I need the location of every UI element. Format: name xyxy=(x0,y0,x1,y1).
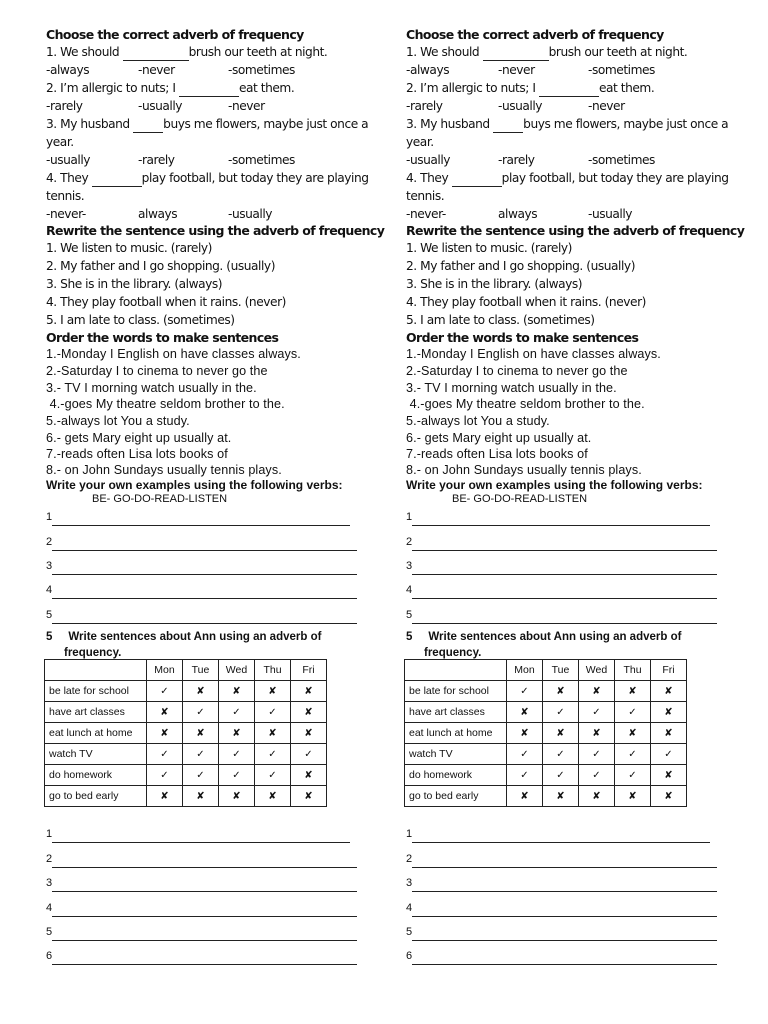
order-item: 3.- TV I morning watch usually in the. xyxy=(406,381,617,395)
section5-heading-continued: frequency. xyxy=(64,647,122,659)
writing-blank[interactable] xyxy=(412,953,717,965)
order-item: 2.-Saturday I to cinema to never go the xyxy=(406,364,628,378)
line-number: 2 xyxy=(46,853,53,865)
order-item: 7.-reads often Lisa lots books of xyxy=(46,447,228,461)
rewrite-item: 5. I am late to class. (sometimes) xyxy=(406,313,595,327)
check-icon: ✓ xyxy=(615,744,651,765)
line-number: 1 xyxy=(46,511,53,523)
day-header: Fri xyxy=(291,660,327,681)
writing-line xyxy=(46,534,357,551)
writing-blank[interactable] xyxy=(412,539,717,551)
cross-icon: ✘ xyxy=(291,786,327,807)
question-line xyxy=(406,44,687,61)
order-item: 3.- TV I morning watch usually in the. xyxy=(46,381,257,395)
check-icon: ✓ xyxy=(615,765,651,786)
cross-icon: ✘ xyxy=(507,786,543,807)
section3-heading: Order the words to make sentences xyxy=(46,330,279,345)
check-icon: ✓ xyxy=(255,702,291,723)
adverb-option: -never xyxy=(228,99,265,113)
writing-line xyxy=(46,900,357,917)
question-text: play football, but today they are playing xyxy=(501,171,729,185)
adverb-option: -usually xyxy=(228,207,273,221)
writing-line xyxy=(46,826,350,843)
answer-blank[interactable] xyxy=(133,121,163,133)
writing-line xyxy=(406,558,717,575)
activity-cell: have art classes xyxy=(405,702,507,723)
adverb-option: -never xyxy=(498,63,535,77)
writing-blank[interactable] xyxy=(412,563,717,575)
line-number: 1 xyxy=(406,828,413,840)
writing-line xyxy=(46,948,357,965)
day-header: Mon xyxy=(507,660,543,681)
line-number: 3 xyxy=(46,877,53,889)
writing-line xyxy=(406,900,717,917)
check-icon: ✓ xyxy=(219,765,255,786)
options-row xyxy=(46,98,346,115)
cross-icon: ✘ xyxy=(543,786,579,807)
check-icon: ✓ xyxy=(543,702,579,723)
cross-icon: ✘ xyxy=(615,681,651,702)
writing-blank[interactable] xyxy=(52,856,357,868)
cross-icon: ✘ xyxy=(255,723,291,744)
adverb-option: -never xyxy=(138,63,175,77)
cross-icon: ✘ xyxy=(219,723,255,744)
adverb-option: -rarely xyxy=(498,153,535,167)
question-line xyxy=(46,44,327,61)
options-row xyxy=(406,152,706,169)
question-text: 4. They xyxy=(406,171,452,185)
question-text: 1. We should xyxy=(406,45,483,59)
options-row xyxy=(406,206,706,223)
day-header: Thu xyxy=(615,660,651,681)
check-icon: ✓ xyxy=(255,765,291,786)
writing-line xyxy=(46,875,357,892)
activity-cell: be late for school xyxy=(45,681,147,702)
check-icon: ✓ xyxy=(543,765,579,786)
adverb-option: -sometimes xyxy=(228,63,295,77)
line-number: 5 xyxy=(46,926,53,938)
order-item: 1.-Monday I English on have classes always. xyxy=(46,347,301,361)
check-icon: ✓ xyxy=(147,744,183,765)
writing-blank[interactable] xyxy=(412,831,710,843)
cross-icon: ✘ xyxy=(615,786,651,807)
activity-cell: go to bed early xyxy=(405,786,507,807)
cross-icon: ✘ xyxy=(291,723,327,744)
cross-icon: ✘ xyxy=(255,786,291,807)
writing-line xyxy=(46,607,357,624)
header-corner-cell xyxy=(45,660,147,681)
check-icon: ✓ xyxy=(615,702,651,723)
table-header-row xyxy=(405,660,687,681)
section5-heading xyxy=(46,629,321,646)
heading-text: Write sentences about Ann using an adverb of xyxy=(428,631,682,643)
day-header: Thu xyxy=(255,660,291,681)
table-row xyxy=(405,744,687,765)
question-line xyxy=(406,116,728,133)
line-number: 2 xyxy=(46,536,53,548)
check-icon: ✓ xyxy=(255,744,291,765)
line-number: 3 xyxy=(406,877,413,889)
answer-blank[interactable] xyxy=(483,49,549,61)
question-text: brush our teeth at night. xyxy=(548,45,688,59)
rewrite-item: 2. My father and I go shopping. (usually) xyxy=(46,259,275,273)
order-item: 8.- on John Sundays usually tennis plays. xyxy=(46,463,282,477)
line-number: 2 xyxy=(406,853,413,865)
cross-icon: ✘ xyxy=(651,681,687,702)
adverb-option: always xyxy=(498,207,538,221)
header-corner-cell xyxy=(405,660,507,681)
table-row xyxy=(405,681,687,702)
cross-icon: ✘ xyxy=(579,723,615,744)
adverb-option: -rarely xyxy=(46,99,83,113)
check-icon: ✓ xyxy=(219,744,255,765)
adverb-option: -never- xyxy=(406,207,446,221)
writing-blank[interactable] xyxy=(52,563,357,575)
activity-cell: watch TV xyxy=(45,744,147,765)
verbs-list: BE- GO-DO-READ-LISTEN xyxy=(452,493,588,505)
writing-blank[interactable] xyxy=(52,929,357,941)
verbs-list: BE- GO-DO-READ-LISTEN xyxy=(92,493,228,505)
line-number: 5 xyxy=(406,926,413,938)
adverb-option: -rarely xyxy=(138,153,175,167)
cross-icon: ✘ xyxy=(183,723,219,744)
section4-heading: Write your own examples using the following verbs: xyxy=(406,478,703,492)
activity-cell: watch TV xyxy=(405,744,507,765)
question-line xyxy=(46,170,369,187)
schedule-table xyxy=(404,659,687,807)
cross-icon: ✘ xyxy=(579,786,615,807)
section4-heading: Write your own examples using the following verbs: xyxy=(46,478,343,492)
cross-icon: ✘ xyxy=(183,681,219,702)
cross-icon: ✘ xyxy=(255,681,291,702)
writing-line xyxy=(406,826,710,843)
adverb-option: -usually xyxy=(498,99,543,113)
day-header: Fri xyxy=(651,660,687,681)
writing-line xyxy=(406,509,710,526)
check-icon: ✓ xyxy=(579,765,615,786)
answer-blank[interactable] xyxy=(452,175,502,187)
check-icon: ✓ xyxy=(183,765,219,786)
day-header: Wed xyxy=(579,660,615,681)
section1-heading: Choose the correct adverb of frequency xyxy=(406,27,664,42)
writing-line xyxy=(46,924,357,941)
question-text: 2. I’m allergic to nuts; I xyxy=(406,81,539,95)
section5-heading-continued: frequency. xyxy=(424,647,482,659)
check-icon: ✓ xyxy=(507,765,543,786)
cross-icon: ✘ xyxy=(291,765,327,786)
section-number: 5 xyxy=(46,631,53,643)
writing-line xyxy=(406,851,717,868)
options-row xyxy=(406,98,706,115)
adverb-option: -sometimes xyxy=(228,153,295,167)
adverb-option: -usually xyxy=(406,153,451,167)
writing-line xyxy=(406,534,717,551)
question-line xyxy=(406,170,729,187)
cross-icon: ✘ xyxy=(291,681,327,702)
question-text: buys me flowers, maybe just once a xyxy=(523,117,729,131)
order-item: 4.-goes My theatre seldom brother to the. xyxy=(406,397,645,411)
activity-cell: be late for school xyxy=(405,681,507,702)
adverb-option: -never xyxy=(588,99,625,113)
cross-icon: ✘ xyxy=(507,723,543,744)
options-row xyxy=(46,62,346,79)
adverb-option: -rarely xyxy=(406,99,443,113)
question-line xyxy=(46,116,368,133)
order-item: 6.- gets Mary eight up usually at. xyxy=(406,431,592,445)
question-text: 3. My husband xyxy=(406,117,494,131)
answer-blank[interactable] xyxy=(123,49,189,61)
writing-blank[interactable] xyxy=(412,929,717,941)
question-text: 4. They xyxy=(46,171,92,185)
section-number: 5 xyxy=(406,631,413,643)
rewrite-item: 3. She is in the library. (always) xyxy=(406,277,583,291)
line-number: 4 xyxy=(406,902,413,914)
line-number: 4 xyxy=(46,902,53,914)
activity-cell: eat lunch at home xyxy=(405,723,507,744)
question-continuation: year. xyxy=(46,135,74,149)
order-item: 4.-goes My theatre seldom brother to the. xyxy=(46,397,285,411)
cross-icon: ✘ xyxy=(651,765,687,786)
line-number: 6 xyxy=(406,950,413,962)
question-line xyxy=(46,80,294,97)
order-item: 6.- gets Mary eight up usually at. xyxy=(46,431,232,445)
rewrite-item: 1. We listen to music. (rarely) xyxy=(46,241,212,255)
line-number: 4 xyxy=(46,584,53,596)
table-row xyxy=(405,723,687,744)
writing-blank[interactable] xyxy=(412,905,717,917)
section5-heading xyxy=(406,629,681,646)
adverb-option: -usually xyxy=(46,153,91,167)
question-text: 2. I’m allergic to nuts; I xyxy=(46,81,179,95)
adverb-option: -sometimes xyxy=(588,63,655,77)
order-item: 5.-always lot You a study. xyxy=(406,414,550,428)
cross-icon: ✘ xyxy=(147,786,183,807)
writing-line xyxy=(406,948,717,965)
writing-line xyxy=(406,582,717,599)
writing-blank[interactable] xyxy=(412,856,717,868)
line-number: 3 xyxy=(46,560,53,572)
writing-line xyxy=(406,607,717,624)
writing-line xyxy=(46,582,357,599)
check-icon: ✓ xyxy=(219,702,255,723)
question-text: brush our teeth at night. xyxy=(188,45,328,59)
writing-blank[interactable] xyxy=(52,612,357,624)
day-header: Tue xyxy=(543,660,579,681)
table-row xyxy=(45,681,327,702)
day-header: Tue xyxy=(183,660,219,681)
check-icon: ✓ xyxy=(507,681,543,702)
writing-blank[interactable] xyxy=(52,539,357,551)
question-text: eat them. xyxy=(598,81,655,95)
rewrite-item: 3. She is in the library. (always) xyxy=(46,277,223,291)
question-text: buys me flowers, maybe just once a xyxy=(163,117,369,131)
section2-heading: Rewrite the sentence using the adverb of frequency xyxy=(406,223,745,238)
line-number: 4 xyxy=(406,584,413,596)
order-item: 5.-always lot You a study. xyxy=(46,414,190,428)
cross-icon: ✘ xyxy=(543,723,579,744)
writing-blank[interactable] xyxy=(52,880,357,892)
line-number: 5 xyxy=(406,609,413,621)
section1-heading: Choose the correct adverb of frequency xyxy=(46,27,304,42)
cross-icon: ✘ xyxy=(651,786,687,807)
writing-blank[interactable] xyxy=(52,953,357,965)
question-continuation: tennis. xyxy=(46,189,85,203)
table-header-row xyxy=(45,660,327,681)
line-number: 1 xyxy=(46,828,53,840)
question-text: eat them. xyxy=(238,81,295,95)
check-icon: ✓ xyxy=(507,744,543,765)
cross-icon: ✘ xyxy=(147,702,183,723)
activity-cell: eat lunch at home xyxy=(45,723,147,744)
activity-cell: do homework xyxy=(405,765,507,786)
question-text: play football, but today they are playing xyxy=(141,171,369,185)
cross-icon: ✘ xyxy=(615,723,651,744)
rewrite-item: 5. I am late to class. (sometimes) xyxy=(46,313,235,327)
adverb-option: -always xyxy=(46,63,90,77)
check-icon: ✓ xyxy=(147,765,183,786)
cross-icon: ✘ xyxy=(579,681,615,702)
order-item: 8.- on John Sundays usually tennis plays. xyxy=(406,463,642,477)
section2-heading: Rewrite the sentence using the adverb of frequency xyxy=(46,223,385,238)
activity-cell: do homework xyxy=(45,765,147,786)
cross-icon: ✘ xyxy=(147,723,183,744)
options-row xyxy=(46,206,346,223)
writing-blank[interactable] xyxy=(412,514,710,526)
options-row xyxy=(406,62,706,79)
table-row xyxy=(405,786,687,807)
writing-blank[interactable] xyxy=(52,905,357,917)
adverb-option: -always xyxy=(406,63,450,77)
rewrite-item: 1. We listen to music. (rarely) xyxy=(406,241,572,255)
cross-icon: ✘ xyxy=(507,702,543,723)
table-row xyxy=(405,702,687,723)
check-icon: ✓ xyxy=(579,702,615,723)
question-continuation: year. xyxy=(406,135,434,149)
check-icon: ✓ xyxy=(291,744,327,765)
schedule-table xyxy=(44,659,327,807)
adverb-option: -never- xyxy=(46,207,86,221)
question-continuation: tennis. xyxy=(406,189,445,203)
check-icon: ✓ xyxy=(651,744,687,765)
day-header: Wed xyxy=(219,660,255,681)
order-item: 2.-Saturday I to cinema to never go the xyxy=(46,364,268,378)
day-header: Mon xyxy=(147,660,183,681)
table-row xyxy=(45,723,327,744)
cross-icon: ✘ xyxy=(651,723,687,744)
cross-icon: ✘ xyxy=(183,786,219,807)
table-row xyxy=(45,744,327,765)
question-text: 3. My husband xyxy=(46,117,134,131)
cross-icon: ✘ xyxy=(219,786,255,807)
writing-blank[interactable] xyxy=(52,831,350,843)
cross-icon: ✘ xyxy=(543,681,579,702)
adverb-option: -usually xyxy=(588,207,633,221)
adverb-option: -sometimes xyxy=(588,153,655,167)
answer-blank[interactable] xyxy=(539,85,599,97)
writing-line xyxy=(406,875,717,892)
writing-line xyxy=(46,558,357,575)
cross-icon: ✘ xyxy=(219,681,255,702)
section3-heading: Order the words to make sentences xyxy=(406,330,639,345)
rewrite-item: 2. My father and I go shopping. (usually) xyxy=(406,259,635,273)
check-icon: ✓ xyxy=(147,681,183,702)
check-icon: ✓ xyxy=(543,744,579,765)
order-item: 7.-reads often Lisa lots books of xyxy=(406,447,588,461)
check-icon: ✓ xyxy=(183,744,219,765)
writing-line xyxy=(406,924,717,941)
line-number: 6 xyxy=(46,950,53,962)
writing-line xyxy=(46,851,357,868)
cross-icon: ✘ xyxy=(291,702,327,723)
activity-cell: have art classes xyxy=(45,702,147,723)
line-number: 5 xyxy=(46,609,53,621)
writing-blank[interactable] xyxy=(52,587,357,599)
rewrite-item: 4. They play football when it rains. (never) xyxy=(46,295,286,309)
answer-blank[interactable] xyxy=(92,175,142,187)
line-number: 2 xyxy=(406,536,413,548)
cross-icon: ✘ xyxy=(651,702,687,723)
adverb-option: -usually xyxy=(138,99,183,113)
writing-blank[interactable] xyxy=(412,587,717,599)
adverb-option: always xyxy=(138,207,178,221)
options-row xyxy=(46,152,346,169)
writing-blank[interactable] xyxy=(412,880,717,892)
line-number: 3 xyxy=(406,560,413,572)
table-row xyxy=(45,786,327,807)
table-row xyxy=(45,702,327,723)
answer-blank[interactable] xyxy=(493,121,523,133)
line-number: 1 xyxy=(406,511,413,523)
writing-blank[interactable] xyxy=(52,514,350,526)
check-icon: ✓ xyxy=(183,702,219,723)
table-row xyxy=(405,765,687,786)
activity-cell: go to bed early xyxy=(45,786,147,807)
question-line xyxy=(406,80,654,97)
writing-blank[interactable] xyxy=(412,612,717,624)
answer-blank[interactable] xyxy=(179,85,239,97)
order-item: 1.-Monday I English on have classes always. xyxy=(406,347,661,361)
rewrite-item: 4. They play football when it rains. (never) xyxy=(406,295,646,309)
check-icon: ✓ xyxy=(579,744,615,765)
heading-text: Write sentences about Ann using an adverb of xyxy=(68,631,322,643)
table-row xyxy=(45,765,327,786)
question-text: 1. We should xyxy=(46,45,123,59)
writing-line xyxy=(46,509,350,526)
